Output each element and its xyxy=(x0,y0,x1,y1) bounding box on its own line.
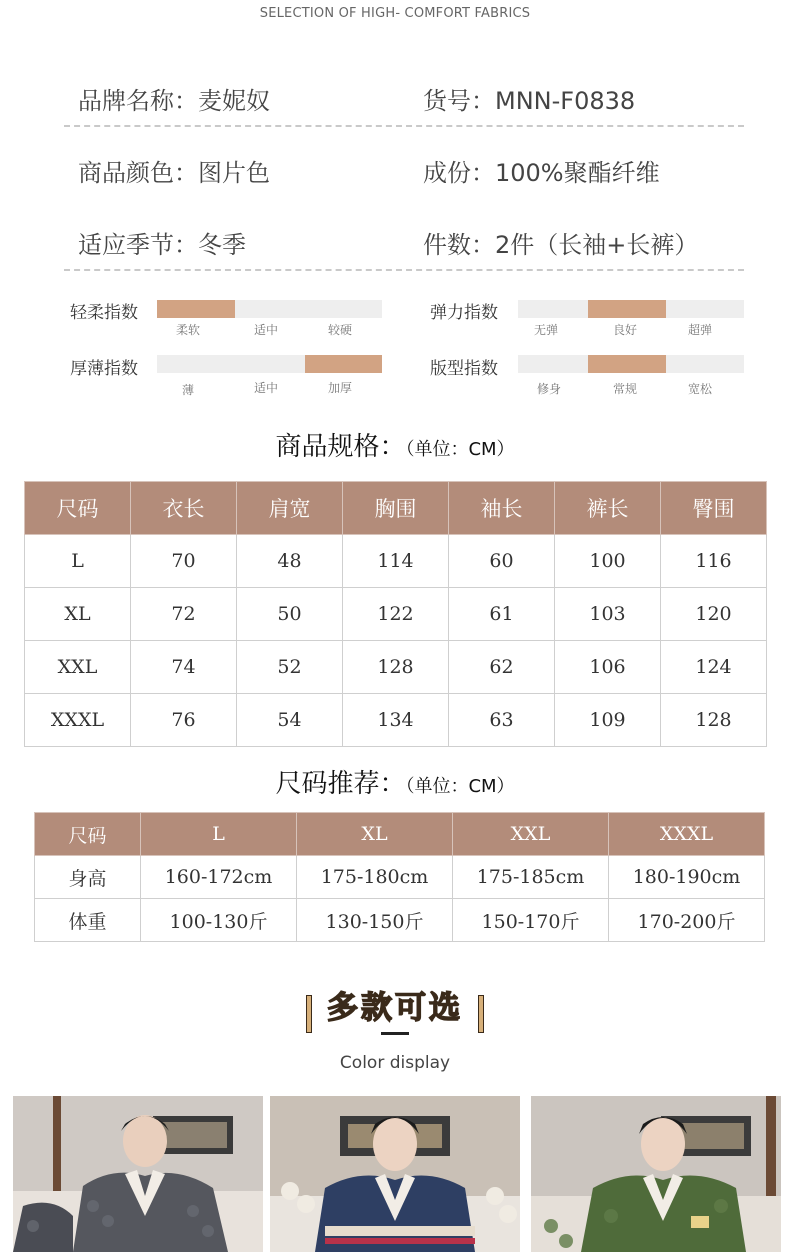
table-cell: 128 xyxy=(661,694,767,747)
index-tick: 修身 xyxy=(536,382,562,396)
spec-section-title xyxy=(0,426,790,463)
table-cell: XXL xyxy=(25,641,131,694)
rec-header-cell: L xyxy=(141,813,297,856)
index-track-fit xyxy=(518,355,744,373)
index-tick: 良好 xyxy=(612,323,638,337)
table-cell: 175-185cm xyxy=(453,856,609,899)
table-cell: 体重 xyxy=(35,899,141,942)
index-fill-fit xyxy=(588,355,666,373)
table-cell: 128 xyxy=(343,641,449,694)
product-color: 商品颜色：图片色 xyxy=(78,159,270,187)
table-cell: 63 xyxy=(449,694,555,747)
table-cell: 170-200斤 xyxy=(609,899,765,942)
rec-header-cell: XXL xyxy=(453,813,609,856)
rec-unit: （单位：CM） xyxy=(405,776,515,797)
index-tick: 适中 xyxy=(253,323,279,337)
banner-bar-left xyxy=(306,995,312,1033)
index-tick: 适中 xyxy=(253,381,279,395)
index-fill-thickness xyxy=(305,355,382,373)
spec-header-cell: 裤长 xyxy=(555,482,661,535)
spec-header-row xyxy=(25,482,767,535)
table-cell: L xyxy=(25,535,131,588)
spec-unit: （单位：CM） xyxy=(405,439,515,460)
banner-underline xyxy=(381,1032,409,1035)
photo-green-illustration xyxy=(531,1096,781,1252)
brand-name: 品牌名称：麦妮奴 xyxy=(78,87,270,115)
table-cell: 116 xyxy=(661,535,767,588)
table-cell: 100 xyxy=(555,535,661,588)
table-cell: 175-180cm xyxy=(297,856,453,899)
table-cell: 70 xyxy=(131,535,237,588)
index-label-thickness: 厚薄指数 xyxy=(70,359,138,379)
table-cell: 109 xyxy=(555,694,661,747)
table-cell: 61 xyxy=(449,588,555,641)
size-recommendation-table xyxy=(34,812,765,942)
table-cell: 60 xyxy=(449,535,555,588)
table-cell: 160-172cm xyxy=(141,856,297,899)
season: 适应季节：冬季 xyxy=(78,231,246,259)
table-cell: 180-190cm xyxy=(609,856,765,899)
table-cell: 54 xyxy=(237,694,343,747)
banner-title: 多款可选 xyxy=(327,990,463,1026)
table-row xyxy=(35,899,765,942)
spec-header-cell: 胸围 xyxy=(343,482,449,535)
index-fill-softness xyxy=(157,300,235,318)
index-bars xyxy=(0,0,790,420)
product-photo-green[interactable] xyxy=(531,1096,781,1252)
index-label-fit: 版型指数 xyxy=(430,359,498,379)
table-cell: 72 xyxy=(131,588,237,641)
table-row xyxy=(25,694,767,747)
table-cell: 103 xyxy=(555,588,661,641)
table-row xyxy=(25,588,767,641)
photo-navy-illustration xyxy=(270,1096,520,1252)
product-photo-grey[interactable] xyxy=(13,1096,263,1252)
index-tick: 加厚 xyxy=(327,381,353,395)
table-cell: 52 xyxy=(237,641,343,694)
rec-header-row xyxy=(35,813,765,856)
table-cell: 124 xyxy=(661,641,767,694)
index-tick: 薄 xyxy=(181,383,195,397)
index-tick: 宽松 xyxy=(687,382,713,396)
table-cell: 114 xyxy=(343,535,449,588)
photo-grey-illustration xyxy=(13,1096,263,1252)
table-cell: 134 xyxy=(343,694,449,747)
index-track-thickness xyxy=(157,355,382,373)
table-cell: 122 xyxy=(343,588,449,641)
index-tick: 常规 xyxy=(612,382,638,396)
spec-table xyxy=(24,481,767,747)
table-cell: XXXL xyxy=(25,694,131,747)
table-row xyxy=(25,535,767,588)
table-cell: 150-170斤 xyxy=(453,899,609,942)
table-row xyxy=(35,856,765,899)
table-cell: 130-150斤 xyxy=(297,899,453,942)
table-cell: 106 xyxy=(555,641,661,694)
index-fill-elasticity xyxy=(588,300,666,318)
index-label-softness: 轻柔指数 xyxy=(70,303,138,323)
top-caption: SELECTION OF HIGH- COMFORT FABRICS xyxy=(259,6,531,21)
spec-header-cell: 肩宽 xyxy=(237,482,343,535)
table-cell: XL xyxy=(25,588,131,641)
spec-title: 商品规格： xyxy=(275,432,406,462)
rec-title: 尺码推荐： xyxy=(275,769,406,799)
index-track-elasticity xyxy=(518,300,744,318)
index-label-elasticity: 弹力指数 xyxy=(430,303,498,323)
index-tick: 无弹 xyxy=(533,323,559,337)
spec-header-cell: 尺码 xyxy=(25,482,131,535)
table-row xyxy=(25,641,767,694)
rec-header-cell: XXXL xyxy=(609,813,765,856)
table-cell: 48 xyxy=(237,535,343,588)
rec-header-cell: 尺码 xyxy=(35,813,141,856)
spec-header-cell: 臀围 xyxy=(661,482,767,535)
item-number: 货号：MNN-F0838 xyxy=(423,87,636,115)
piece-count: 件数：2件（长袖+长裤） xyxy=(423,231,699,259)
index-tick: 柔软 xyxy=(175,323,201,337)
table-cell: 76 xyxy=(131,694,237,747)
index-tick: 超弹 xyxy=(687,323,713,337)
index-tick: 较硬 xyxy=(327,323,353,337)
banner-bar-right xyxy=(478,995,484,1033)
table-cell: 身高 xyxy=(35,856,141,899)
rec-section-title xyxy=(0,763,790,800)
table-cell: 74 xyxy=(131,641,237,694)
product-photo-navy[interactable] xyxy=(270,1096,520,1252)
table-cell: 50 xyxy=(237,588,343,641)
spec-header-cell: 衣长 xyxy=(131,482,237,535)
table-cell: 120 xyxy=(661,588,767,641)
spec-header-cell: 袖长 xyxy=(449,482,555,535)
color-display-caption: Color display xyxy=(339,1053,451,1073)
table-cell: 62 xyxy=(449,641,555,694)
table-cell: 100-130斤 xyxy=(141,899,297,942)
index-track-softness xyxy=(157,300,382,318)
color-banner xyxy=(0,982,790,1033)
rec-header-cell: XL xyxy=(297,813,453,856)
composition: 成份：100%聚酯纤维 xyxy=(423,159,660,187)
